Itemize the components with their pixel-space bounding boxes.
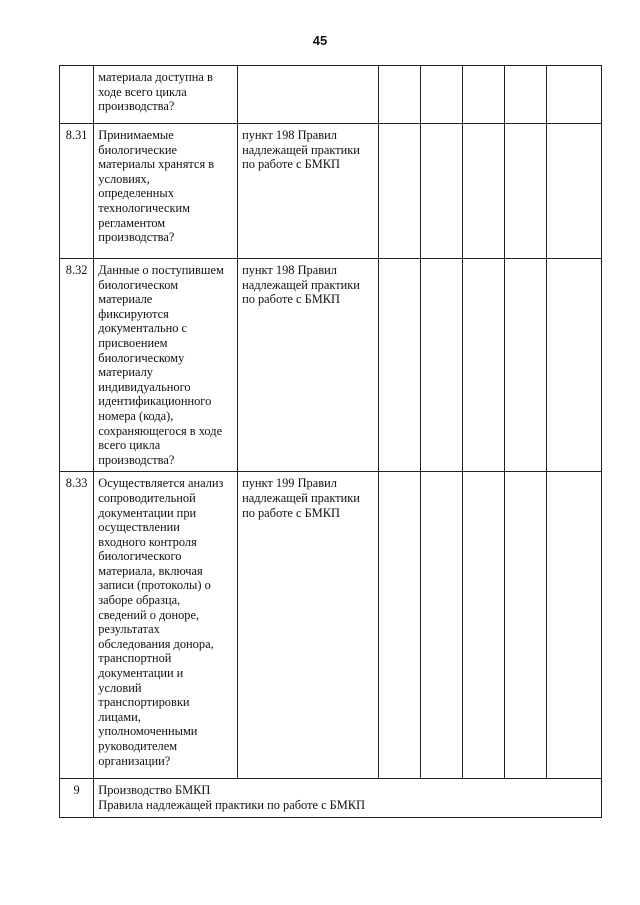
- question-line: биологические: [98, 142, 178, 157]
- table-row: [60, 66, 602, 124]
- question-line: определенных: [98, 186, 174, 201]
- answer-cell[interactable]: [462, 66, 504, 124]
- section-subtitle: Правила надлежащей практики по работе с БМКП: [98, 797, 366, 812]
- checklist-rows: [60, 66, 602, 818]
- question-line: материала доступна в: [98, 70, 213, 84]
- requirement-reference-cell: [238, 66, 378, 124]
- section-row: [60, 779, 602, 817]
- question-line: номера (кода),: [98, 408, 174, 423]
- question-line: транспортировки: [98, 695, 190, 710]
- requirement-reference-cell: [238, 472, 378, 779]
- question-line: результатах: [98, 622, 160, 637]
- answer-cell[interactable]: [378, 124, 420, 259]
- row-number: 8.33: [60, 472, 94, 779]
- answer-cell[interactable]: [546, 259, 601, 472]
- question-line: Данные о поступившем: [98, 263, 224, 277]
- question-line: производства?: [98, 452, 175, 467]
- reference-line: по работе с БМКП: [242, 505, 340, 520]
- reference-line: по работе с БМКП: [242, 157, 340, 172]
- reference-line: пункт 199 Правил: [242, 476, 337, 491]
- answer-cell[interactable]: [546, 472, 601, 779]
- row-number: 8.31: [60, 124, 94, 259]
- section-title-cell: [94, 779, 602, 817]
- reference-line: пункт 198 Правил: [242, 128, 337, 142]
- question-line: входного контроля: [98, 534, 197, 549]
- answer-cell[interactable]: [378, 259, 420, 472]
- question-line: лицами,: [98, 709, 141, 724]
- answer-cell[interactable]: [462, 472, 504, 779]
- question-cell: [94, 472, 238, 779]
- section-number: 9: [60, 779, 94, 817]
- question-line: сведений о доноре,: [98, 607, 200, 622]
- question-line: Осуществляется анализ: [98, 476, 224, 491]
- question-line: заборе образца,: [98, 593, 181, 608]
- answer-cell[interactable]: [546, 124, 601, 259]
- row-number: 8.32: [60, 259, 94, 472]
- question-line: материала, включая: [98, 563, 203, 578]
- question-line: условий: [98, 680, 142, 695]
- reference-line: по работе с БМКП: [242, 292, 340, 307]
- question-line: уполномоченными: [98, 724, 198, 739]
- answer-cell[interactable]: [504, 66, 546, 124]
- answer-cell[interactable]: [504, 124, 546, 259]
- requirement-reference-cell: [238, 259, 378, 472]
- question-line: биологического: [98, 549, 182, 564]
- answer-cell[interactable]: [420, 124, 462, 259]
- question-line: всего цикла: [98, 438, 161, 453]
- question-line: обследования донора,: [98, 636, 214, 651]
- question-line: Принимаемые: [98, 128, 174, 142]
- question-line: биологическом: [98, 277, 179, 292]
- question-line: документации и: [98, 666, 184, 681]
- answer-cell[interactable]: [420, 66, 462, 124]
- question-line: сопроводительной: [98, 490, 196, 505]
- question-line: записи (протоколы) о: [98, 578, 211, 593]
- question-line: документально с: [98, 321, 188, 336]
- question-line: присвоением: [98, 335, 168, 350]
- question-line: сохраняющегося в ходе: [98, 423, 223, 438]
- question-line: ходе всего цикла: [98, 84, 187, 99]
- checklist-table: [59, 65, 602, 818]
- answer-cell[interactable]: [504, 472, 546, 779]
- question-line: технологическим: [98, 200, 191, 215]
- question-line: идентификационного: [98, 394, 212, 409]
- reference-line: надлежащей практики: [242, 277, 360, 292]
- question-line: руководителем: [98, 739, 178, 753]
- question-line: фиксируются: [98, 306, 169, 321]
- question-line: регламентом: [98, 215, 166, 230]
- question-line: организации?: [98, 753, 171, 768]
- answer-cell[interactable]: [504, 259, 546, 472]
- table-row: [60, 259, 602, 472]
- question-line: осуществлении: [98, 520, 180, 535]
- question-line: производства?: [98, 99, 175, 114]
- question-line: условиях,: [98, 171, 150, 186]
- reference-line: пункт 198 Правил: [242, 263, 337, 277]
- question-line: индивидуального: [98, 379, 191, 394]
- reference-line: надлежащей практики: [242, 490, 360, 505]
- answer-cell[interactable]: [420, 259, 462, 472]
- row-number: [60, 66, 94, 124]
- question-line: материале: [98, 292, 153, 307]
- reference-line: надлежащей практики: [242, 142, 360, 157]
- answer-cell[interactable]: [420, 472, 462, 779]
- question-line: биологическому: [98, 350, 185, 365]
- table-row: [60, 472, 602, 779]
- requirement-reference-cell: [238, 124, 378, 259]
- question-cell: [94, 124, 238, 259]
- question-line: производства?: [98, 230, 175, 245]
- answer-cell[interactable]: [462, 259, 504, 472]
- section-title: Производство БМКП: [98, 783, 211, 798]
- question-line: транспортной: [98, 651, 172, 666]
- answer-cell[interactable]: [378, 472, 420, 779]
- question-line: материалу: [98, 365, 153, 380]
- question-line: документации при: [98, 505, 197, 520]
- answer-cell[interactable]: [462, 124, 504, 259]
- question-line: материалы хранятся в: [98, 157, 215, 172]
- table-row: [60, 124, 602, 259]
- question-cell: [94, 259, 238, 472]
- answer-cell[interactable]: [546, 66, 601, 124]
- question-cell: [94, 66, 238, 124]
- answer-cell[interactable]: [378, 66, 420, 124]
- page-number: 45: [312, 33, 328, 48]
